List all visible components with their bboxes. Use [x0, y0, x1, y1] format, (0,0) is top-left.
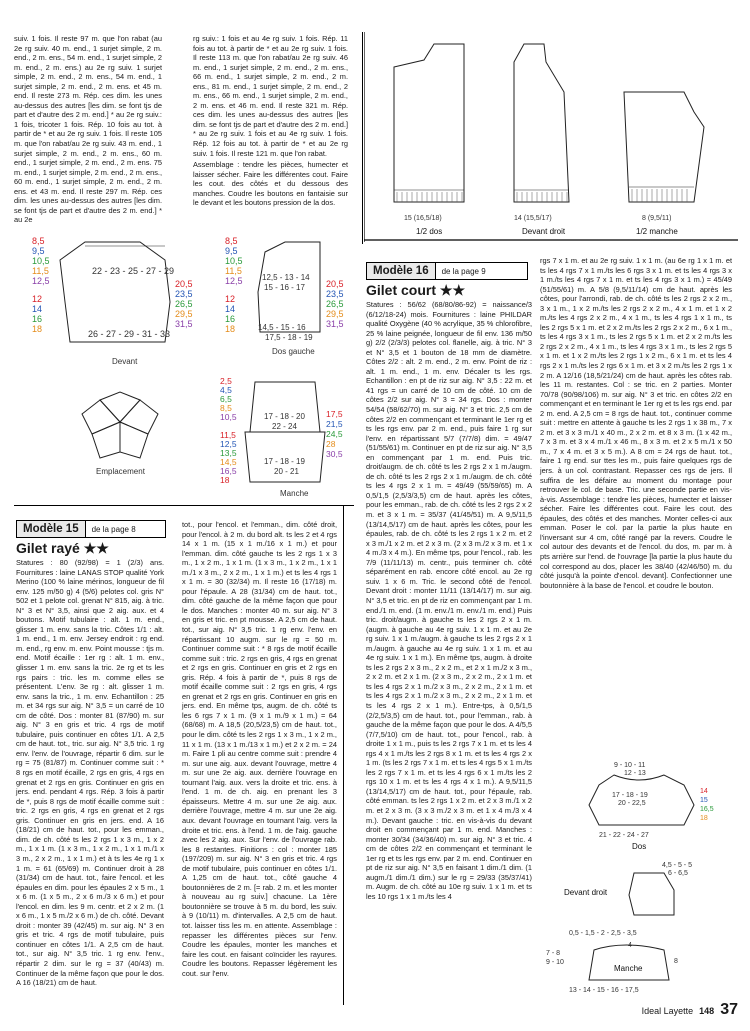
dim-label: 13,5	[220, 448, 237, 458]
section-rule	[14, 505, 354, 506]
dim-label: 29,5	[175, 309, 193, 319]
issue-number: 148	[699, 1006, 715, 1016]
devant-bottom-dims: 26 - 27 - 29 - 31 - 33	[88, 329, 171, 339]
half-back-label: 1/2 dos	[416, 227, 443, 236]
manche-schema	[245, 382, 325, 498]
dim-label: 6 - 6,5	[668, 870, 688, 877]
dim-label: 16	[32, 314, 43, 324]
model15-ref: de la page 8	[91, 524, 136, 534]
dim-label: 12	[225, 294, 236, 304]
dim-label: 9 - 10 - 11	[614, 762, 646, 769]
assembly-paragraph: Assemblage : tendre les pièces, humecter et laisser sécher. Faire les différentes cout. Faire les cout. des côtés et du dessous des manches. Coudre les boutons en fantaisie sur le devant et les boutons pression de la dos.	[193, 160, 348, 208]
front-label: Devant droit	[522, 227, 566, 236]
page-footer	[642, 1001, 738, 1019]
dos-gauche-label: Dos gauche	[272, 347, 315, 356]
dim-label: 15 - 16 - 17	[264, 283, 305, 292]
dim-label: 18	[220, 475, 230, 485]
model15-col2	[182, 520, 337, 978]
dim-label: 17,5 - 18 - 19	[265, 333, 313, 342]
dim-label: 20 - 22,5	[618, 800, 646, 807]
dim-label: 30,5	[326, 449, 343, 459]
dim-label: 29,5	[326, 309, 344, 319]
magazine-name: Ideal Layette	[641, 1006, 694, 1016]
dim-label: 17,5	[326, 409, 343, 419]
dim-label: 12,5	[225, 276, 243, 286]
dim-label: 23,5	[175, 289, 193, 299]
dim-label: 16	[225, 314, 236, 324]
dim-label: 14	[700, 788, 708, 795]
model16-col2	[540, 256, 732, 590]
model16-col1	[366, 300, 532, 901]
model15-instructions-cont: tot., pour l'encol. et l'emman., dim. côté droit, pour l'encol. à 2 m. du bord alt. ts les 2 et 4 rgs 14 x 1 m. (15 x 1 m./16 x 1 m.) et pour l'emman. dim. côté gauche ts les 2 rgs 1 x 3 m., 1 x 2 m., 1 x 1 m. (1 x 3 m., 1 x 2 m., 1 x 1 m./1 x 3 m., 2 x 2 m., 1 x 1 m.) et ts les 4 rgs 1 x 1 m. = 30 (32/34) m. Il reste 16 (17/18) m. pour l'épaule. A 28 (31/34) cm de haut. tot., dim. côté gauche de la même façon que pour le dos. Manches : monter 40 m. sur aig. N° 3 en gris et tric. en pt mousse. A 2,5 cm de haut. tot., sur aig. N° 3,5 tric. 1 rg env. l'env. en répartissant 10 augm. sur le rg = 50 m. Continuer comme suit : * 8 rgs de motif écaille comme suit : tric. 2 rgs en gris, 4 rgs en grenat et 2 rgs en gris. Continuer en gris et 2 rgs en gris. Rép. 4 fois à partir de *, puis 8 rgs de motif écaille comme suit : 2 rgs en gris, 4 rgs en grenat et 2 rgs en gris. Continuer en gris en jers. end. En même tps, augm. de ch. côté ts les 6 rgs 7 x 1 m. (9 x 1 m./9 x 1 m.) = 64 (68/68) m. A 18,5 (20,5/23,5) cm de haut. tot., pour le dim. côté ts les 2 rgs 1 x 3 m., 1 x 2 m., 11 x 1 m. (13 x 1 m./13 x 1 m.) et 2 x 2 m. = 24 m. Faire 1 pli au centre comme suit : prendre 4 m. sur une aig. aux. devant l'ouvrage, mettre 4 m. sur une 2e aig. aux. derrière l'ouvrage en tournant l'aig. aux. vers la droite et tric. ens. à l'end. 1 m. de ch. aig. en prenant les 3 épaisseurs. Mettre 4 m. sur une 2e aig. aux. derrière l'ouvrage, mettre 4 m. sur une 2e aig. aux. devant l'ouvrage en tournant l'aig. vers la droite et tric. ens. à l'end. 1 m. de l'aig. gauche avec les 2 aig. aux. Sur l'env. de l'ouvrage rab. les 8 restantes. Finitions : col : monter 185 (197/209) m. sur aig. N° 3 en gris et tric. 4 rgs de motif tubulaire, puis continuer en côtes 1/1. A 1,25 cm de haut. tot., côté gauche 4 boutonnières de 2 m. [= rab. 2 m. et les monter à nouveau au rg suiv.] chacune. La 1ère boutonnière se trouve à 5 m. du bord, les suiv. à 9 (10/11) m. d'intervalles. A 2,5 cm de haut. tot. laisser tiss les m. en attente. Assemblage : repasser les différentes pièces sur l'env. Coudre les épaules, monter les manches et faire les cout. en faisant coïncider les rayures. Coudre les boutons. Repasser légèrement les cout. sur l'env.	[182, 520, 337, 978]
devant-schema	[60, 242, 174, 366]
dim-label: 6,5	[220, 394, 232, 404]
model15-col1	[16, 558, 164, 988]
model16-bottom-schemas	[544, 745, 740, 995]
dim-label: 16,5	[700, 806, 714, 813]
model15-instructions: Statures : 80 (92/98) = 1 (2/3) ans. Fournitures : laine LANAS STOP qualité York Merino (100 % laine mérinos, longueur de fil env. 125 m/50 g) 4 (5/6) pelotes col. gris N° 502 et 1 pelote col. grenat N° 815, aig. à tric. N° 3 et N° 3,5, ainsi que 2 aig. aux. et 4 boutons. Motif tubulaire : alt. 1 m. end., glisser 1 m. env. sans la tric. Côtes 1/1 : alt. 1 m. end., 1 m. env. Jersey endroit : rg end. m. end., rg env. m. env. Point mousse : tjs m. end. Motif écaille : 1er rg : alt. 1 m. env., glisser 1 m. env. sans la tric. 2e rg et ts les rgs pairs : tric. les m. comme elles se présentent. L'env. 3e rg : alt. glisser 1 m. env. sans la tric., 1 m. env. Echantillon : 25 m. et 34 rgs sur aig. N° 3,5 = un carré de 10 cm de côté. Dos : monter 81 (87/90) m. sur aig. N° 3 en gris et tric. 4 rgs de motif tubulaire, puis continuer en côtes 1/1. A 2,5 cm de haut. tot., tric. sur aig. N° 3,5 tric. 1 rg env. l'env. de l'ouvrage, répartir 6 dim. sur le rg = 75 (81/87) m. Continuer comme suit : * 8 rgs en motif écaille, 2 rgs en gris, 4 rgs en grenat et 2 rgs en gris. Continuer en gris en jers. end. pendant 4 rgs. Rép. 3 fois à partir de *, puis 8 rgs de motif écaille comme suit : tric. 2 rgs en gris, 4 rgs en grenat et 2 rgs gris. Continuer en gris en jers. end. A 16 (18/21) cm de haut. tot., pour les emman., dim. de ch. côté ts les 2 rgs 1 x 3 m., 1 x 2 m., 1 x 1 m. (1 x 3 m., 1 x 2 m., 1 x 1 m./1 x 3 m., 2 x 2 m., 1 x 1 m.) et à ts les 4e rg 1 x 1 m. = 61 (65/69) m. Continuer droit à 28 (31/34) cm de haut. tot., faire l'encol. et les épaules en dim. pour les épaules 2 x 5 m., 1 x 6 m. (1 x 5 m., 2 x 6 m./3 x 6 m.) et pour l'encol. en dim. les 9 m. centr. et 2 x 2 m. (1 x 6 m., 1 x 5 m./2 x 6 m.) de ch. côté. Devant droit : monter 39 (42/45) m. sur aig. N° 3 en gris et tric. 4 rgs de motif tubulaire, puis continuer en côtes 1/1. A 2,5 cm de haut. tot., sur aig. N° 3,5 tric. 1 rg env. l'env., répartir 2 dim. sur le rg = 37 (40/43) m. Continuer de la même façon que pour le dos. A 16 (18/21) cm de haut.	[16, 558, 164, 988]
model16-ref: de la page 9	[441, 266, 486, 276]
devant-droit-label: Devant droit	[564, 888, 608, 897]
dim-label: 8	[674, 958, 678, 965]
continued-instructions: suiv. 1 fois. Il reste 97 m. que l'on rabat (au 2e rg suiv. 40 m. end., 1 surjet simple, 2 m. end., 2 m. ens., 54 m. end., 1 surjet simple, 2 m. end., 2 m. ens.) au 2e rg suiv. 1 surjet simple, 2 m. end., 2 m. ens., 54 m. end., 1 surjet simple, 2 m. end., 2 m. ens. et 45 m. end. Il reste 273 m. Rép. ces dim. les unes au-dessus des autres [les dim. se font tjs de part et d'autre des 2 m. end.] * au 2e rg suiv.: 1 fois, tricoter 1 fois. Rép. 10 fois au tot. à partir de * et au 2e rg suiv. 1 fois. Il reste 105 m. que l'on rabat/au 2e rg suiv. 43 m. end., 1 surjet simple, 2 m. end., 2 m. ens., 60 m. end., 1 surjet simple, 2 m. end., 2 m. ens. 75 m. end., 1 surjet simple, 2 m. end., 2 m. ens., 60 m. end., 1 surjet simple, 2 m. end., 2 m. ens. et 43 m. end. Il reste 297 m. Rép. ces dim. les unes au-dessus des autres [les dim. se font tjs de part et d'autre des 2 m. end.] * au 2e	[14, 34, 162, 225]
model15-schemas	[30, 232, 360, 502]
top-mid-text	[193, 34, 348, 208]
model15-title: Gilet rayé ★★	[16, 540, 109, 556]
dim-label: 21 - 22 - 24 - 27	[599, 832, 649, 839]
dim-label: 28	[326, 439, 336, 449]
dim-label: 11,5	[225, 266, 242, 276]
dim-label: 14	[32, 304, 43, 314]
emplacement-label: Emplacement	[96, 467, 145, 476]
manche-label: Manche	[280, 489, 309, 498]
dim-label: 20,5	[175, 279, 193, 289]
dim-label: 11,5	[220, 430, 236, 440]
column-rule	[362, 32, 363, 244]
dim-label: 14,5 - 15 - 16	[258, 323, 306, 332]
dim-label: 7 - 8	[546, 950, 561, 957]
dim-label: 16,5	[220, 466, 237, 476]
dim-label: 4,5	[220, 385, 232, 395]
dim-label: 18	[700, 815, 708, 822]
model15-header	[16, 520, 166, 538]
dim-label: 8,5	[225, 236, 238, 246]
manche-bottom-label: Manche	[614, 964, 643, 973]
front-width: 14 (15,5/17)	[514, 215, 552, 222]
dim-label: 22 - 24	[272, 422, 297, 431]
continued-instructions: rg suiv.: 1 fois et au 4e rg suiv. 1 fois. Rép. 11 fois au tot. à partir de * et au 2e rg suiv. 1 fois. Il reste 113 m. que l'on rabat/au 2e rg suiv. 46 m. end., 1 surjet simple, 2 m. end., 2 m. ens., 66 m. end., 1 surjet simple, 2 m. end., 2 m. ens., 81 m. end., 1 surjet simple, 2 m. end., 2 m. ens., 66 m. end., 1 surjet simple, 2 m. end., 2 m. ens. et 46 m. end. Il reste 321 m. Rép. ces dim. les unes au-dessus des autres [les dim. se font tjs de part et d'autre des 2 m. end.] * au 2e rg suiv. 1 fois et au 4e rg suiv. 1 fois. Rép. 12 fois au tot. à partir de * et au 2e rg suiv. 1 fois. Il reste 121 m. que l'on rabat.	[193, 34, 348, 158]
dim-label: 2,5	[220, 376, 232, 386]
sleeve-width: 8 (9,5/11)	[642, 215, 672, 222]
dim-label: 18	[225, 324, 236, 334]
devant-label: Devant	[112, 357, 138, 366]
dos-schema	[589, 762, 714, 851]
dim-label: 31,5	[326, 319, 344, 329]
dim-label: 17 - 18 - 19	[612, 792, 648, 799]
dim-label: 17 - 18 - 19	[264, 457, 305, 466]
dos-label: Dos	[632, 842, 647, 851]
dim-label: 21,5	[326, 419, 343, 429]
model16-title: Gilet court ★★	[366, 282, 465, 298]
dos-gauche-schema	[258, 242, 320, 356]
column-rule	[343, 505, 344, 1005]
dim-label: 8,5	[220, 403, 232, 413]
dim-label: 31,5	[175, 319, 193, 329]
dim-label: 9,5	[225, 246, 238, 256]
model16-instructions: Statures : 56/62 (68/80/86-92) = naissance/3 (6/12/18-24) mois. Fournitures : laine PHILDAR qualité Oxygène (40 % acrylique, 35 % chlorofibre, 25 % laine peignée, longueur de fil env. 136 m/50 g) 2/2 (2/3/3) pelotes col. flanelle, aig. à tric. N° 3 et N° 3,5 et 1 bouton de 18 mm de diamètre. Côtes 2/2 : alt. 2 m. end., 2 m. env. Point de riz : alt. 1 m. end., 1 m. env. Décaler ts les rgs. Echantillon : en pt de riz sur aig. N° 3,5 : 22 m. et 41 rgs = un carré de 10 cm de côté. 10 cm de côtes 2/2 sur aig. N° 3 = 34 rgs. Dos : monter 54/54 (58/62/70) m. sur aig. N° 3 et tric. 2,5 cm de côtes 2/2 en commençant et terminant le 1er rg et ts les rgs env. par 2 m. end., puis faire 1 rg sur l'env. en répartissant 5/7 (7/7/8) dim. = 49/47 (51/55/61) m. Continuer en pt de riz sur aig. N° 3,5 en commençant par 1 m. end. Puis tric. droit/augm. de ch. côté ts les 2 rgs 2 x 1 m./augm. de ch. côté ts les 2 rgs 2 x 1 m./augm. de ch. côté ts les 4 rgs 2 x 1 m. = 49/49 (55/59/65) m. A 0,5/1,5 (2,5/3/3,5) cm de haut. après les côtes, pour les emman., rab. de ch. côté ts les 2 rgs 2 x 2 m. et 3 x 1 m. = 35/37 (41/45/51) m. A 9,5/11,5 (13/14,5/17) cm de haut. après les côtes, pour les épaules, rab. de ch. côté ts les 2 rgs 1 x 2 m. et 2 x 3 m./1 x 2 m. et 2 x 3 m. (2 x 3 m./2 x 3 m. et 1 x 4 m./3 x 4 m.). En même tps, pour l'encol., rab. les 7/9 (11/11/13) m. centr., puis terminer ch. côté séparément en rab. encore côté encol. au 2e rg suiv. 1 x 6 m. Tric. le second côté de l'encol. Devant droit : monter 11/11 (13/14/17) m. sur aig. N° 3,5 et tric. en pt de riz en commençant par 1 m. end./1 m. end. (1 m. env./1 m. env./1 m. end.) Puis tric. droit/augm. à gauche ts les 2 rgs 2 x 1 m. (augm. à gauche au 4e rg suiv. 1 x 1 m. et au 2e rg suiv. 1 x 1 m./augm. à gauche ts les 2 rgs 2 x 1 m./augm. à gauche au 4e rg suiv. 1 x 1 m. et au 4e rg suiv. 1 x 1 m.). En même tps, augm. à droite ts les 2 rgs 2 x 3 m., 2 x 2 m., et 2 x 1 m./2 x 3 m., 2 x 2 m. et 2 x 1 m. (2 x 3 m., 2 x 2 m., 2 x 1 m. et ts les 4 rgs 2 x 1 m./2 x 3 m., 2 x 2 m., 2 x 1 m. et ts les 4 rgs 2 x 1 m./2 x 3 m., 2 x 2 m., 2 x 1 m. et ts les 4 rgs 2 x 1 m.). Entre-tps, à 0,5/1,5 (2/2,5/3,5) cm de haut. tot., pour l'emman., rab. à gauche de la même façon que pour le dos. A 4/5,5 (7/7,5/10) cm de haut. tot., pour l'encol., rab. à droite 1 x 1 m., puis ts les 2 rgs 7 x 1 m. et ts les 4 rgs 4 x 1 m./ts les 2 rgs 8 x 1 m. et ts les 4 rgs 2 x 1 m. (ts les 2 rgs 7 x 1 m. et ts les 4 rgs 5 x 1 m./ts les 2 rgs 7 x 1 m. et ts les 4 rgs 6 x 1 m./ts les 2 rgs 10 x 1 m. et ts les 4 rgs 4 x 1 m.). A 9,5/11,5 (13/14,5/17) cm de haut. tot., pour l'épaule, rab. côté emman. ts les 2 rgs 1 x 2 m. et 2 x 3 m./1 x 2 m. et 2 x 3 m. (3 x 3 m./2 x 3 m. et 1 x 4 m./3 x 4 m.). Devant gauche : tric. en vis-à-vis du devant droit en commençant par 1 m. end. Manches : monter 30/34 (34/36/40) m. sur aig. N° 3 et tric. 4 cm de côtes 2/2 en commençant et terminant le 1er rg et ts les rgs env. par 2 m. end. Continuer en pt de riz sur aig. N° 3,5 en faisant 1 dim./1 dim. (1 augm./1 dim./1 dim.) sur le rg = 29/33 (35/37/41) m. Augm. de ch. côté au 10e rg suiv. 1 x 1 m. et ts les 10 rgs 1 x 1 m./ts les 4	[366, 300, 532, 901]
devant-top-dims: 22 - 23 - 25 - 27 - 29	[92, 266, 175, 276]
dim-label: 12,5	[220, 439, 237, 449]
dim-label: 9,5	[32, 246, 45, 256]
manche-bottom-schema	[546, 942, 678, 994]
dim-label: 24,5	[326, 429, 343, 439]
dim-label: 10,5	[220, 412, 237, 422]
sleeve-label: 1/2 manche	[636, 227, 678, 236]
dim-label: 10,5	[225, 256, 243, 266]
dim-label: 26,5	[175, 299, 193, 309]
dim-label: 4,5 - 5 - 5	[662, 862, 692, 869]
dim-label: 17 - 18 - 20	[264, 412, 305, 421]
dim-label: 0,5 - 1,5 - 2 - 2,5 - 3,5	[569, 930, 637, 937]
dim-label: 12	[32, 294, 43, 304]
dim-label: 14	[225, 304, 236, 314]
dim-label: 12,5	[32, 276, 50, 286]
dim-label: 9 - 10	[546, 959, 564, 966]
dim-label: 11,5	[32, 266, 49, 276]
dim-label: 8,5	[32, 236, 45, 246]
emplacement-schema	[82, 392, 158, 476]
model15-name: Modèle 15	[17, 521, 86, 537]
dim-label: 4	[628, 942, 632, 949]
dim-label: 15	[700, 797, 708, 804]
dim-label: 12 - 13	[624, 770, 646, 777]
dim-label: 13 - 14 - 15 - 16 - 17,5	[569, 987, 639, 994]
model16-schemas	[364, 32, 738, 242]
dim-label: 18	[32, 324, 43, 334]
dim-label: 20 - 21	[274, 467, 299, 476]
top-left-text	[14, 34, 162, 225]
dim-label: 26,5	[326, 299, 344, 309]
devant-droit-schema	[564, 862, 692, 937]
dim-label: 20,5	[326, 279, 344, 289]
model16-instructions-cont: rgs 7 x 1 m. et au 2e rg suiv. 1 x 1 m. (au 6e rg 1 x 1 m. et ts les 4 rgs 7 x 1 m./ts les 6 rgs 3 x 1 m. et ts les 4 rgs 3 x 1 m./ts les 4 rgs 7 x 1 m. et ts les 4 rgs 3 x 1 m.) = 45/49 (51/55/61) m. A 5/8 (9,5/11/14) cm de haut. après les côtes, pour l'arrondi, rab. de ch. côté ts les 2 rgs 2 x 2 m., 3 x 1 m., 1 x 2 m./ts les 2 rgs 2 x 2 m., 4 x 1 m. et 1 x 2 m./ts les 4 rgs 2 x 2 m., 4 x 1 m., ts les 4 rgs 1 x 1 m., ts les 2 rgs 5 x 1 m. et 2 x 2 m./ts les 2 rgs 2 x 2 m., 6 x 1 m., ts les 4 rgs 3 x 1 m., ts les 2 rgs 5 x 1 m. et 2 x 2 m./ts les 2 rgs 2 x 2 m., 4 x 1 m., ts les 4 rgs 3 x 1 m., ts les 2 rgs 5 x 1 m. et 1 x 2 m./ts les 2 rgs 1 x 2 m., 6 x 1 m. et ts les 4 rgs 2 x 1 m./ts les 2 rgs 6 x 1 m. et 3 x 2 m./ts les 2 rgs 1 x 2 m. A 12/16 (18,5/21/24) cm de haut. après les côtes rab. les 11 m. restantes. Col : se tric. en 2 parties. Monter 70/78 (90/98/106) m. sur aig. N° 3 et tric. en côtes 2/2 en commençant et en terminant le 1er rg et ts les rgs end. par 2 m. end. A 2,5 cm = 8 rgs de haut. tot., continuer comme suit : mettre en attente à gauche ts les 2 rgs 1 x 38 m., 7 x 2 m. et 3 x 3 m./1 x 40 m., 2 x 2 m. et 8 x 3 m. (1 x 42 m., 7 x 3 m. et 3 x 4 m./1 x 46 m., 8 x 3 m. et 2 x 5 m./1 x 50 m., 7 x 4 m. et 3 x 5 m.). A 8 cm = 24 rgs de haut. tot., faire 1 rg end. sur ttes les m., puis faire quelques rgs de jers. à un col. contrastant. Repasser ces rgs de jers. Il suffira de les défaire au moment du montage pour retrouver le col. de base. Tric. une seconde partie en vis-à-vis. Assemblage : tendre les pièces, humecter et laisser sécher. Faire les différentes cout. Faire les cout. des épaules, des côtés et des manches. Monter celles-ci aux emman. Poser le col. par la partie la plus haute en l'inversant sur 4 cm, côté rangé par la revers. Coudre le col autour des devants et de l'encol. du dos, m. par m. à pts arrière sur l'end. de l'ouvrage [la partie la plus haute du col correspond au dos, placer les 38/40 (42/46/50) m. du côté jusqu'à la pointe d'encol. devant]. Confectionner une boutonnière à la base de l'encol. et coudre le bouton.	[540, 256, 732, 590]
dim-label: 23,5	[326, 289, 344, 299]
dim-label: 10,5	[32, 256, 50, 266]
half-back-width: 15 (16,5/18)	[404, 215, 442, 222]
model16-name: Modèle 16	[367, 263, 436, 279]
model16-header	[366, 262, 528, 280]
dim-label: 12,5 - 13 - 14	[262, 273, 310, 282]
dim-label: 14,5	[220, 457, 237, 467]
page-number: 37	[720, 1001, 738, 1018]
